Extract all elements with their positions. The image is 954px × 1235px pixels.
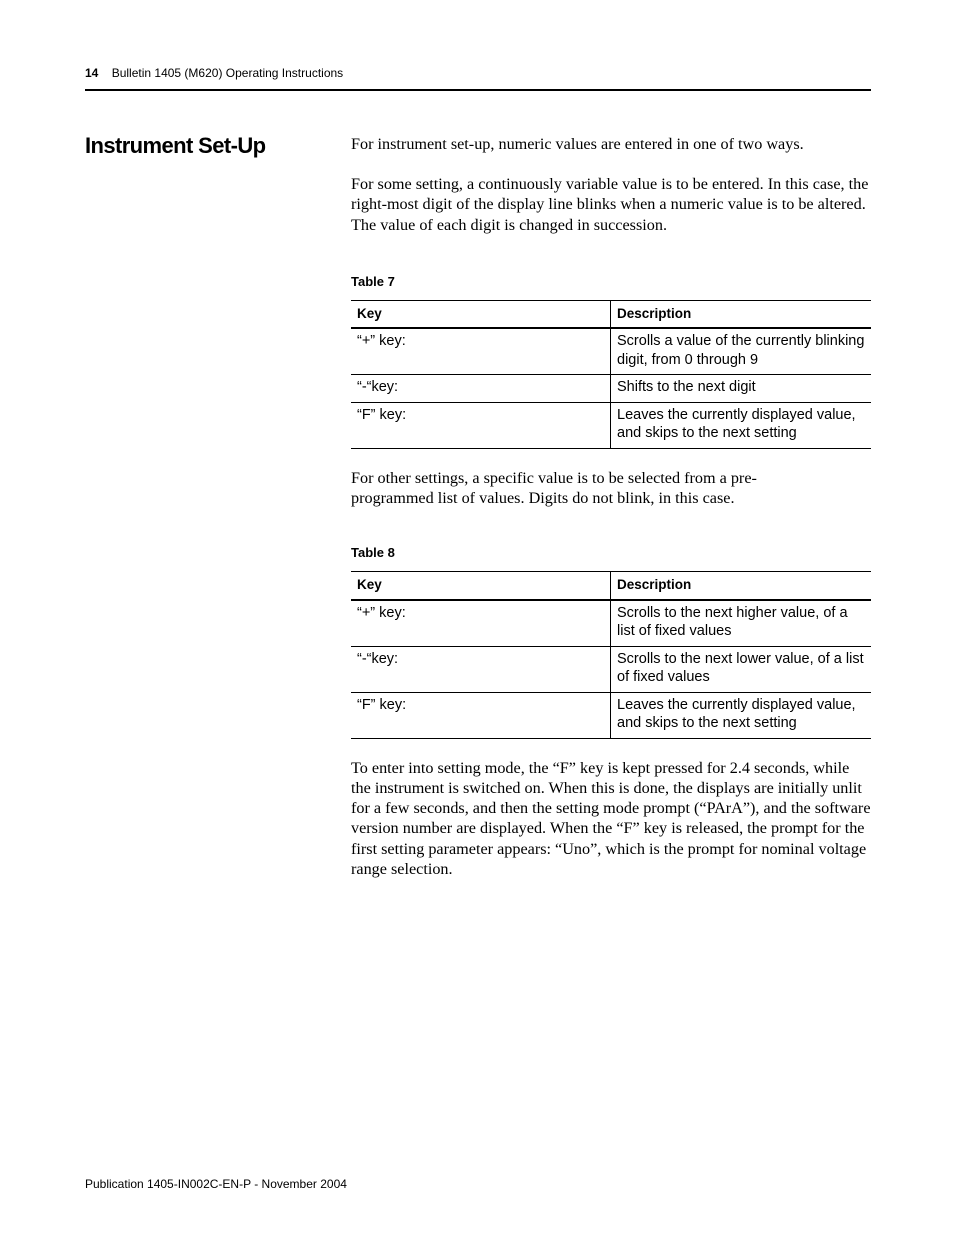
table-row [351, 692, 871, 738]
page-number: 14 [85, 66, 99, 80]
paragraph-intro: For instrument set-up, numeric values are entered in one of two ways. [351, 135, 804, 153]
table-row [351, 375, 871, 403]
key-cell: “+” key: [351, 328, 611, 375]
paragraph-variable-value: For some setting, a continuously variable value is to be entered. In this case, the right-most digit of the display line blinks when a numeric value is to be altered. The value of each digit is changed in succession. [351, 175, 869, 234]
page-header [85, 66, 871, 80]
section-title: Instrument Set-Up [85, 133, 266, 158]
key-cell: “F” key: [351, 402, 611, 448]
main-content [351, 134, 871, 879]
key-cell: “-“key: [351, 646, 611, 692]
paragraph-fixed-list: For other settings, a specific value is to be selected from a pre-programmed list of values. Digits do not blink, in this case. [351, 468, 757, 508]
table-header-row [351, 572, 871, 600]
table-row [351, 646, 871, 692]
description-cell: Shifts to the next digit [617, 379, 756, 396]
column-header-description: Description [617, 577, 692, 593]
header-rule [85, 89, 871, 91]
key-cell: “F” key: [351, 692, 611, 738]
header-doc-title: Bulletin 1405 (M620) Operating Instructions [111, 66, 344, 80]
table-row [351, 600, 871, 647]
paragraph-setting-mode: To enter into setting mode, the “F” key is kept pressed for 2.4 seconds, while the instrument is switched on. When this is done, the displays are initially unlit for a few seconds, and then the setting mode prompt (“PArA”), and the software version number are displayed. When the “F” key is released, the prompt for the first setting parameter appears: “Uno”, which is the prompt for nominal voltage range selection. [351, 758, 871, 878]
column-header-key: Key [351, 572, 611, 600]
description-cell: Scrolls to the next lower value, of a list of fixed values [617, 650, 864, 686]
table-8 [351, 571, 871, 739]
key-cell: “-“key: [351, 375, 611, 403]
table-row [351, 402, 871, 448]
table-row [351, 328, 871, 375]
column-header-description: Description [617, 305, 692, 321]
table-7 [351, 300, 871, 449]
page-footer: Publication 1405-IN002C-EN-P - November 2004 [85, 1177, 347, 1191]
description-cell: Leaves the currently displayed value, and skips to the next setting [617, 406, 856, 442]
table-header-row [351, 300, 871, 328]
description-cell: Scrolls to the next higher value, of a list of fixed values [617, 604, 848, 640]
description-cell: Leaves the currently displayed value, and skips to the next setting [617, 696, 856, 732]
table-8-label: Table 8 [351, 545, 395, 561]
key-cell: “+” key: [351, 600, 611, 647]
column-header-key: Key [351, 300, 611, 328]
table-7-label: Table 7 [351, 273, 395, 289]
description-cell: Scrolls a value of the currently blinking digit, from 0 through 9 [617, 333, 865, 368]
